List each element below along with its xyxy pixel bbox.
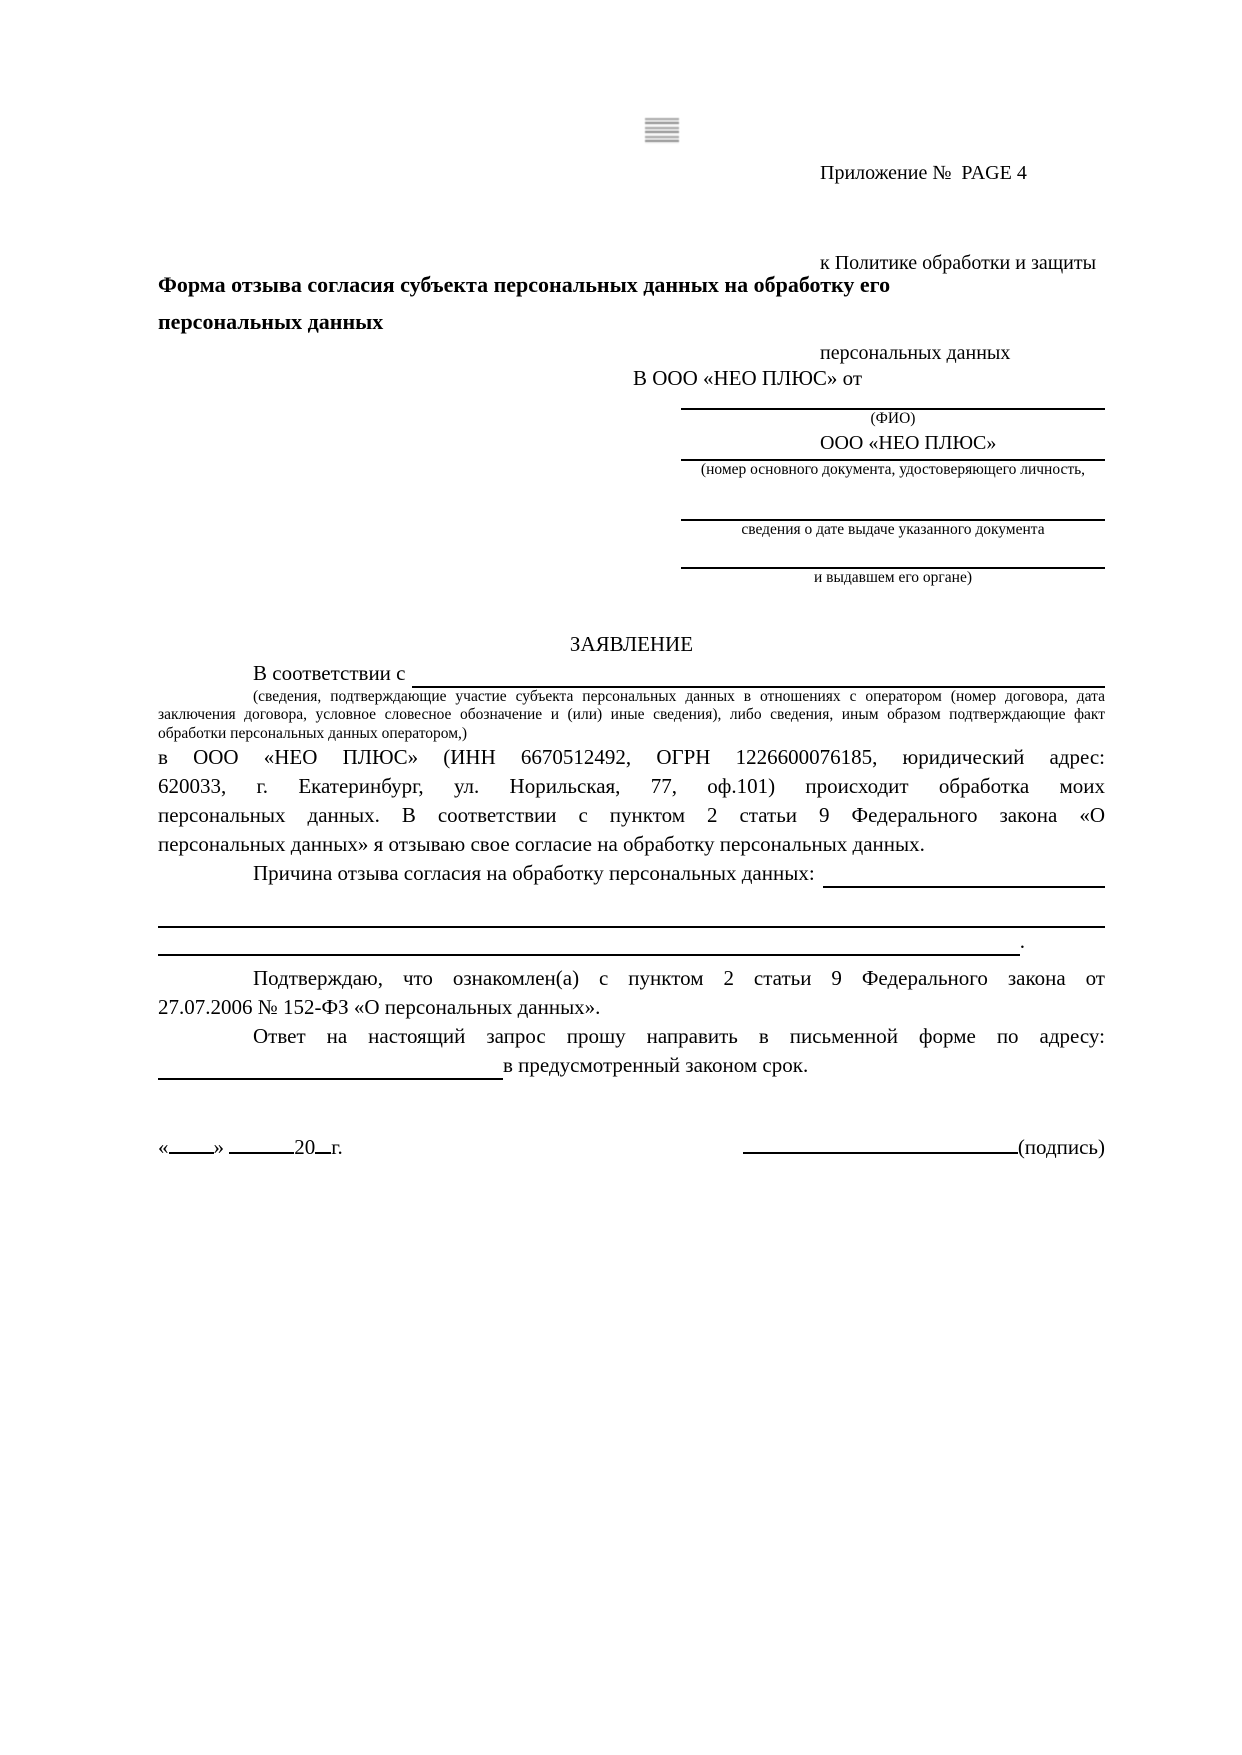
accordance-row [158,659,1105,688]
reply-address-blank-line[interactable] [158,1056,503,1080]
page-title-line-2: персональных данных [158,309,384,334]
confirm-paragraph [158,964,1105,1022]
signature-row [158,1132,1105,1162]
addressee-block [633,365,1105,587]
addressee-to-line: В ООО «НЕО ПЛЮС» от [633,366,863,390]
accordance-blank-line[interactable] [412,664,1106,688]
blank-line-period: . [1019,929,1026,954]
page-title-line-1: Форма отзыва согласия субъекта персональных данных на обработку его [158,272,891,297]
reason-blank-line-3[interactable] [158,928,1020,956]
document-number-field [633,428,1105,479]
date-field [158,1132,343,1162]
statement-section [158,630,1105,1080]
year-blank[interactable] [315,1132,331,1154]
year-prefix: 20 [294,1135,316,1159]
reason-blank-line[interactable] [823,864,1105,888]
document-number-caption: (номер основного документа, удостоверяющего личность, [700,461,1086,478]
fine-print [158,688,1105,743]
date-open-quote: « [158,1135,169,1159]
fio-field [633,391,1105,428]
statement-heading: ЗАЯВЛЕНИЕ [569,632,694,656]
fine-print-line-1: (сведения, подтверждающие участие субъекта персональных данных в отношениях с оператором (номер договора, дата [253,688,1105,705]
confirm-line-2: 27.07.2006 № 152-ФЗ «О персональных данных». [158,995,601,1020]
issue-date-field [633,479,1105,539]
reason-blank-row-3 [158,928,1105,956]
reply-address-row [158,1051,1105,1080]
issuing-authority-caption: и выдавшем его органе) [813,569,973,586]
header-line-appendix-number: Приложение № PAGE 4 [820,162,1027,184]
date-day-blank[interactable] [169,1132,214,1154]
header-line-company: ООО «НЕО ПЛЮС» [820,432,997,454]
signature-caption: (подпись) [1017,1135,1105,1159]
fine-print-line-3: обработки персональных данных оператором,) [158,724,468,742]
fine-print-line-2: заключения договора, условное словесное обозначение и (или) иные сведения), либо сведения, иным образом подтверждающие факт [158,706,1105,724]
issue-date-blank-line[interactable] [681,479,1105,521]
year-suffix: г. [331,1135,343,1159]
document-number-blank-line[interactable] [681,428,1105,461]
fio-caption: (ФИО) [870,410,916,427]
confirm-line-1: Подтверждаю, что ознакомлен(а) с пунктом 2 статьи 9 Федерального закона от [253,966,1105,991]
date-close-quote: » [213,1135,224,1159]
body-line-1: в ООО «НЕО ПЛЮС» (ИНН 6670512492, ОГРН 1226600076185, юридический адрес: [158,745,1105,770]
issuing-authority-field [633,539,1105,587]
reply-request-line: Ответ на настоящий запрос прошу направить в письменной форме по адресу: [253,1024,1105,1049]
body-paragraph [158,743,1105,859]
reason-row [158,859,1105,888]
signature-field [743,1132,1105,1162]
body-line-3: персональных данных. В соответствии с пунктом 2 статьи 9 Федерального закона «О [158,803,1105,828]
body-line-4: персональных данных» я отзываю свое согласие на обработку персональных данных. [158,832,925,857]
reason-label: Причина отзыва согласия на обработку персональных данных: [253,861,815,886]
issue-date-caption: сведения о дате выдаче указанного документа [741,521,1045,538]
fio-blank-line[interactable] [681,391,1105,410]
reason-blank-line-2[interactable] [158,888,1105,928]
accordance-prefix: В соответствии с [253,661,406,685]
header-line-policy: к Политике обработки и защиты [820,252,1097,274]
reply-suffix: в предусмотренный законом срок. [503,1053,809,1078]
signature-blank[interactable] [743,1132,1018,1154]
date-month-blank[interactable] [229,1132,294,1154]
page-title [158,266,1105,340]
issuing-authority-blank-line[interactable] [681,539,1105,569]
header-line-personal-data: персональных данных [820,342,1011,364]
body-line-2: 620033, г. Екатеринбург, ул. Норильская, 77, оф.101) происходит обработка моих [158,774,1105,799]
field-code-artifact-icon [645,118,679,144]
